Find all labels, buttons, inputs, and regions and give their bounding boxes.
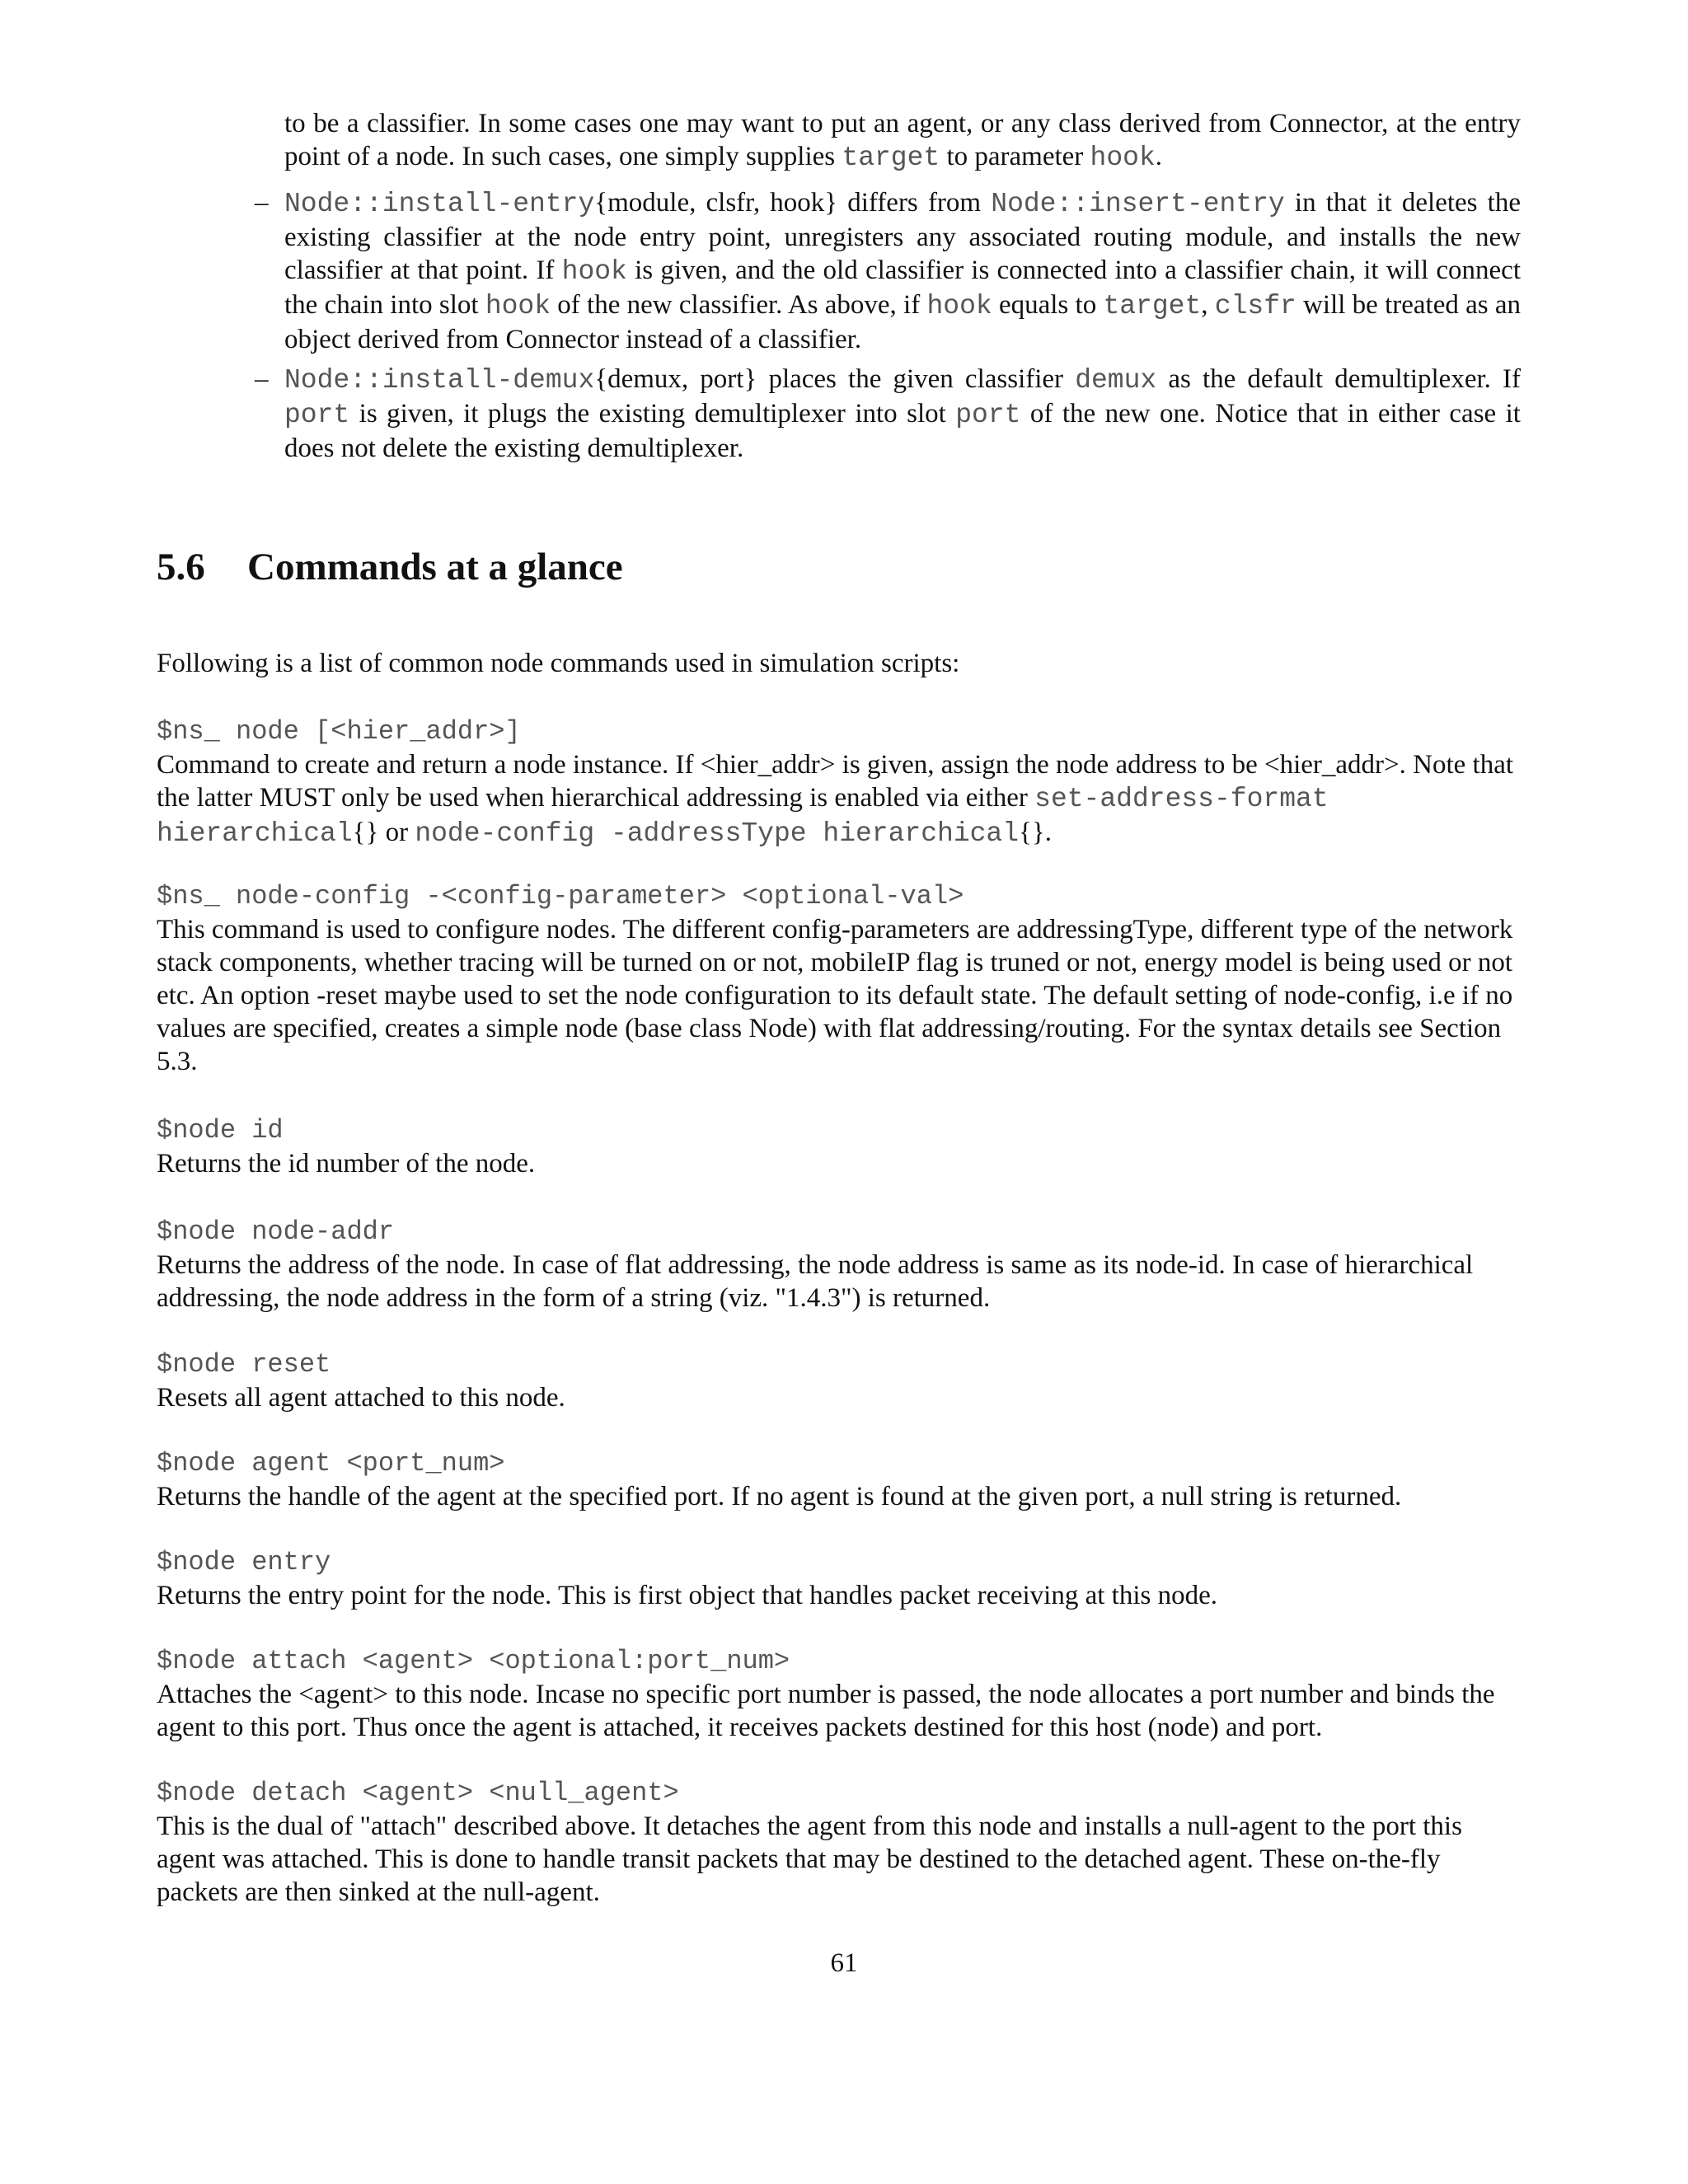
code: port bbox=[284, 400, 350, 430]
command-description: Attaches the <agent> to this node. Incase no specific port number is passed, the node allocates a port number and binds the agent to this port. Thus once the agent is attached, it receives packets destined for this host (node) and port. bbox=[157, 1680, 1495, 1742]
text: of the new one. Notice that in either case it does not delete the existing demultiplexer. bbox=[284, 399, 1521, 463]
command-description: Returns the entry point for the node. This is first object that handles packet receiving at this node. bbox=[157, 1581, 1217, 1610]
text: in that it deletes the existing classifier at the node entry point, unregisters any associated routing module, and installs the new classifier at that point. If bbox=[284, 188, 1521, 285]
code: Node::install-entry bbox=[284, 189, 595, 219]
command-signature: $node node-addr bbox=[157, 1216, 395, 1247]
code: clsfr bbox=[1214, 291, 1296, 321]
command-signature: $ns_ node-config -<config-parameter> <optional-val> bbox=[157, 881, 964, 912]
text: will be treated as an object derived from Connector instead of a classifier. bbox=[284, 290, 1521, 354]
text: of the new classifier. As above, if bbox=[551, 290, 927, 320]
command-description: Returns the address of the node. In case of flat addressing, the node address is same as its node-id. In case of hierarchical addressing, the node address in the form of a string (viz. "1.4.3") is returned. bbox=[157, 1250, 1474, 1313]
text: to parameter bbox=[940, 142, 1090, 171]
text: Command to create and return a node instance. If <hier_addr> is given, assign the node address to be <hier_addr>. Note that the latter MUST only be used when hierarchical addressing is enabled via either bbox=[157, 750, 1514, 813]
text: {demux, port} places the given classifier bbox=[594, 364, 1076, 394]
bullet-install-entry bbox=[255, 186, 1521, 356]
command-entry bbox=[157, 1447, 1525, 1513]
continuation-paragraph bbox=[284, 107, 1521, 175]
command-description: This command is used to configure nodes. The different config-parameters are addressingType, different type of the network stack components, whether tracing will be turned on or not, mobileIP flag is truned or not, energy model is being used or not etc. An option -reset maybe used to set the node configuration to its default state. The default setting of node-config, i.e if no values are specified, creates a simple node (base class Node) with flat addressing/routing. For the syntax details see Section 5.3. bbox=[157, 915, 1513, 1076]
command-entry bbox=[157, 1216, 1525, 1315]
text: is given, and the old classifier is connected into a classifier chain, it will connect the chain into slot bbox=[284, 255, 1521, 320]
bullet-install-demux bbox=[255, 363, 1522, 465]
command-signature: $node id bbox=[157, 1115, 284, 1146]
code: Node::insert-entry bbox=[991, 189, 1285, 219]
text: {} or bbox=[352, 818, 415, 847]
command-entry bbox=[157, 1114, 1525, 1180]
code: hook bbox=[561, 256, 627, 287]
command-description: Returns the handle of the agent at the specified port. If no agent is found at the given port, a null string is returned. bbox=[157, 1482, 1402, 1511]
code: set-address-format hierarchical bbox=[157, 784, 1329, 849]
text: is given, it plugs the existing demultiplexer into slot bbox=[349, 399, 956, 429]
command-entry bbox=[157, 1348, 1525, 1414]
text: {module, clsfr, hook} differs from bbox=[594, 188, 992, 218]
code-target: target bbox=[842, 143, 940, 173]
text: {}. bbox=[1019, 818, 1052, 847]
command-entry bbox=[157, 715, 1525, 851]
bullet-dash: – bbox=[255, 364, 269, 394]
command-signature: $node detach <agent> <null_agent> bbox=[157, 1778, 679, 1808]
code: Node::install-demux bbox=[284, 365, 595, 396]
text: . bbox=[1155, 142, 1163, 171]
code: demux bbox=[1075, 365, 1157, 396]
command-signature: $node attach <agent> <optional:port_num> bbox=[157, 1646, 790, 1676]
text: to be a classifier. In some cases one may want to put an agent, or any class derived from Connector, at the entry point of a node. In such cases, one simply supplies bbox=[284, 109, 1521, 171]
page-number: 61 bbox=[830, 1948, 858, 1978]
command-entry bbox=[157, 1546, 1525, 1612]
command-description: Returns the id number of the node. bbox=[157, 1149, 536, 1179]
command-description: Resets all agent attached to this node. bbox=[157, 1383, 565, 1413]
text: equals to bbox=[992, 290, 1104, 320]
bullet-dash: – bbox=[255, 188, 269, 218]
code: hook bbox=[485, 291, 551, 321]
command-entry bbox=[157, 1645, 1525, 1744]
command-entry bbox=[157, 1777, 1525, 1909]
text: , bbox=[1201, 290, 1215, 320]
code: node-config -addressType hierarchical bbox=[415, 818, 1020, 849]
command-signature: $node reset bbox=[157, 1349, 331, 1380]
command-description bbox=[157, 748, 1525, 851]
code-hook: hook bbox=[1090, 143, 1156, 173]
section-title: Commands at a glance bbox=[247, 546, 623, 588]
command-signature: $ns_ node [<hier_addr>] bbox=[157, 716, 521, 747]
code: hook bbox=[926, 291, 992, 321]
section-number: 5.6 bbox=[157, 546, 205, 588]
code: target bbox=[1103, 291, 1202, 321]
command-description: This is the dual of "attach" described above. It detaches the agent from this node and installs a null-agent to the port this agent was attached. This is done to handle transit packets that may be destined to the detached agent. These on-the-fly packets are then sinked at the null-agent. bbox=[157, 1811, 1462, 1907]
section-heading bbox=[157, 544, 623, 590]
text: as the default demultiplexer. If bbox=[1156, 364, 1522, 394]
command-entry bbox=[157, 880, 1525, 1078]
intro-paragraph: Following is a list of common node commands used in simulation scripts: bbox=[157, 649, 960, 678]
command-signature: $node agent <port_num> bbox=[157, 1448, 505, 1479]
code: port bbox=[955, 400, 1021, 430]
command-signature: $node entry bbox=[157, 1547, 331, 1577]
